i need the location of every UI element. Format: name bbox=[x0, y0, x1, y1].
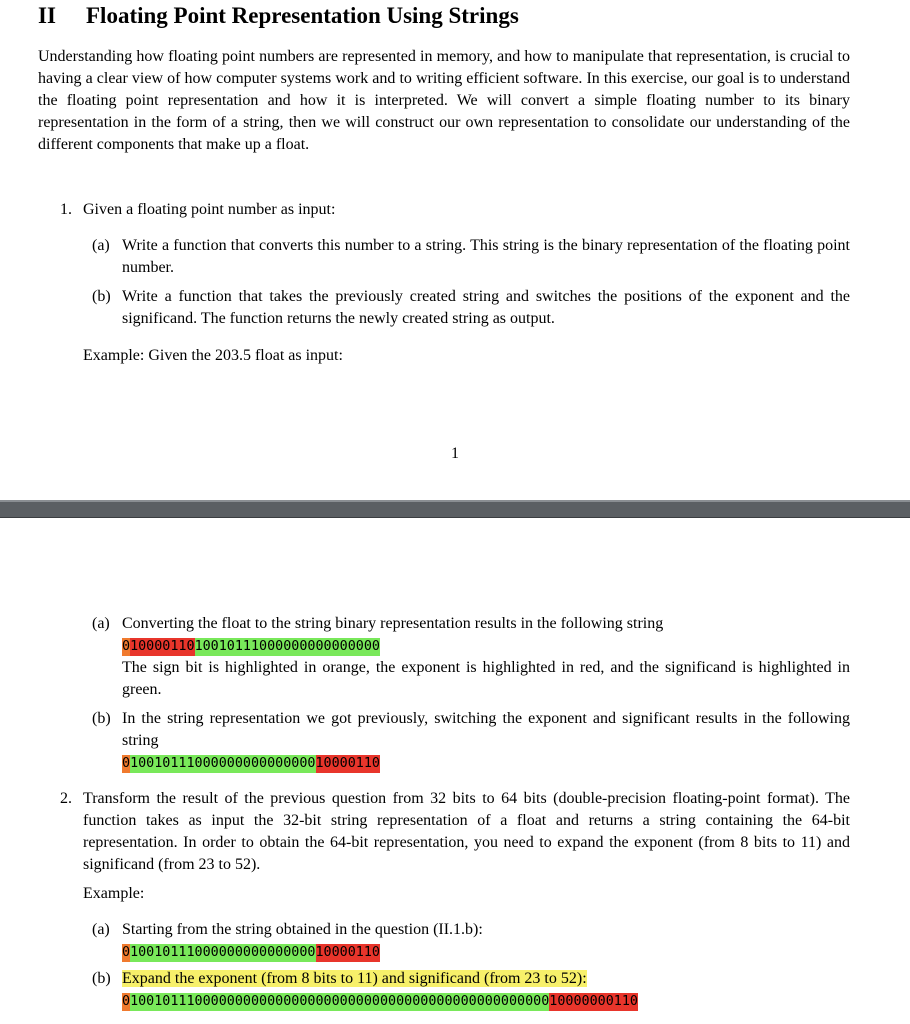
question-2-number: 2. bbox=[60, 790, 72, 807]
section-heading bbox=[38, 2, 519, 30]
page-divider bbox=[0, 500, 910, 518]
highlighted-instruction: Expand the exponent (from 8 bits to 11) and significand (from 23 to 52): bbox=[122, 970, 587, 987]
part-label: (b) bbox=[92, 288, 111, 305]
section-title: Floating Point Representation Using Strings bbox=[86, 3, 519, 28]
question-1 bbox=[60, 199, 850, 221]
question-1-text: Given a floating point number as input: bbox=[83, 201, 336, 218]
sign-bit: 0 bbox=[122, 639, 131, 654]
part-label: (a) bbox=[92, 921, 110, 938]
exponent-bits: 10000000110 bbox=[549, 994, 638, 1009]
part-label: (b) bbox=[92, 970, 111, 987]
part-text: Converting the float to the string binary representation results in the following string bbox=[122, 615, 664, 632]
part-label: (a) bbox=[92, 615, 110, 632]
significand-bits: 10010111000000000000000 bbox=[130, 945, 316, 960]
bit-string-swapped bbox=[122, 755, 380, 773]
question-1-number: 1. bbox=[60, 201, 72, 218]
intro-paragraph: Understanding how floating point numbers are represented in memory, and how to manipulate that representation, is crucial to having a clear view of how computer systems work and to writing efficient software. In this exercise, our goal is to understand the floating point representation and how it is interpreted. We will convert a simple floating number to its binary representation in the form of a string, then we will construct our own representation to consolidate our understanding of the different components that make up a float. bbox=[38, 48, 850, 153]
sign-bit: 0 bbox=[122, 994, 131, 1009]
question-2-text: Transform the result of the previous question from 32 bits to 64 bits (double-precision floating-point format). The function takes as input the 32-bit string representation of a float and returns a string containing the 64-bit representation. In order to obtain the 64-bit representation, you need to expand the exponent (from 8 bits to 11) and significand (from 23 to 52). bbox=[83, 790, 850, 873]
sign-bit: 0 bbox=[122, 756, 131, 771]
question-1-part-a bbox=[92, 235, 850, 279]
part-text: Starting from the string obtained in the question (II.1.b): bbox=[122, 921, 483, 938]
exponent-bits: 10000110 bbox=[315, 756, 380, 771]
significand-bits: 10010111000000000000000 bbox=[194, 639, 380, 654]
exponent-bits: 10000110 bbox=[315, 945, 380, 960]
question-2-part-b bbox=[92, 968, 850, 1012]
example-1-part-a bbox=[92, 613, 850, 701]
part-label: (a) bbox=[92, 237, 110, 254]
part-text: Write a function that takes the previously created string and switches the positions of the exponent and the significand. The function returns the newly created string as output. bbox=[122, 288, 850, 327]
page-2 bbox=[0, 518, 910, 1024]
bit-string-32 bbox=[122, 638, 380, 656]
bit-string-32-input bbox=[122, 944, 380, 962]
bit-string-64 bbox=[122, 993, 638, 1011]
significand-bits: 10010111000000000000000 bbox=[130, 756, 316, 771]
significand-bits: 1001011100000000000000000000000000000000000000000000 bbox=[130, 994, 550, 1009]
example-1-part-b bbox=[92, 708, 850, 774]
part-label: (b) bbox=[92, 710, 111, 727]
question-2-part-a bbox=[92, 919, 850, 963]
page-1 bbox=[0, 0, 910, 500]
question-1-example: Example: Given the 203.5 float as input: bbox=[83, 347, 343, 364]
question-2-example: Example: bbox=[83, 885, 145, 902]
page-number: 1 bbox=[451, 445, 459, 462]
part-text: In the string representation we got previously, switching the exponent and significant results in the following string bbox=[122, 710, 850, 749]
exponent-bits: 10000110 bbox=[130, 639, 195, 654]
question-1-part-b bbox=[92, 286, 850, 330]
question-2 bbox=[60, 788, 850, 876]
color-legend-note: The sign bit is highlighted in orange, the exponent is highlighted in red, and the significand is highlighted in green. bbox=[122, 659, 850, 698]
sign-bit: 0 bbox=[122, 945, 131, 960]
part-text: Write a function that converts this number to a string. This string is the binary representation of the floating point number. bbox=[122, 237, 850, 276]
section-number: II bbox=[38, 3, 56, 28]
